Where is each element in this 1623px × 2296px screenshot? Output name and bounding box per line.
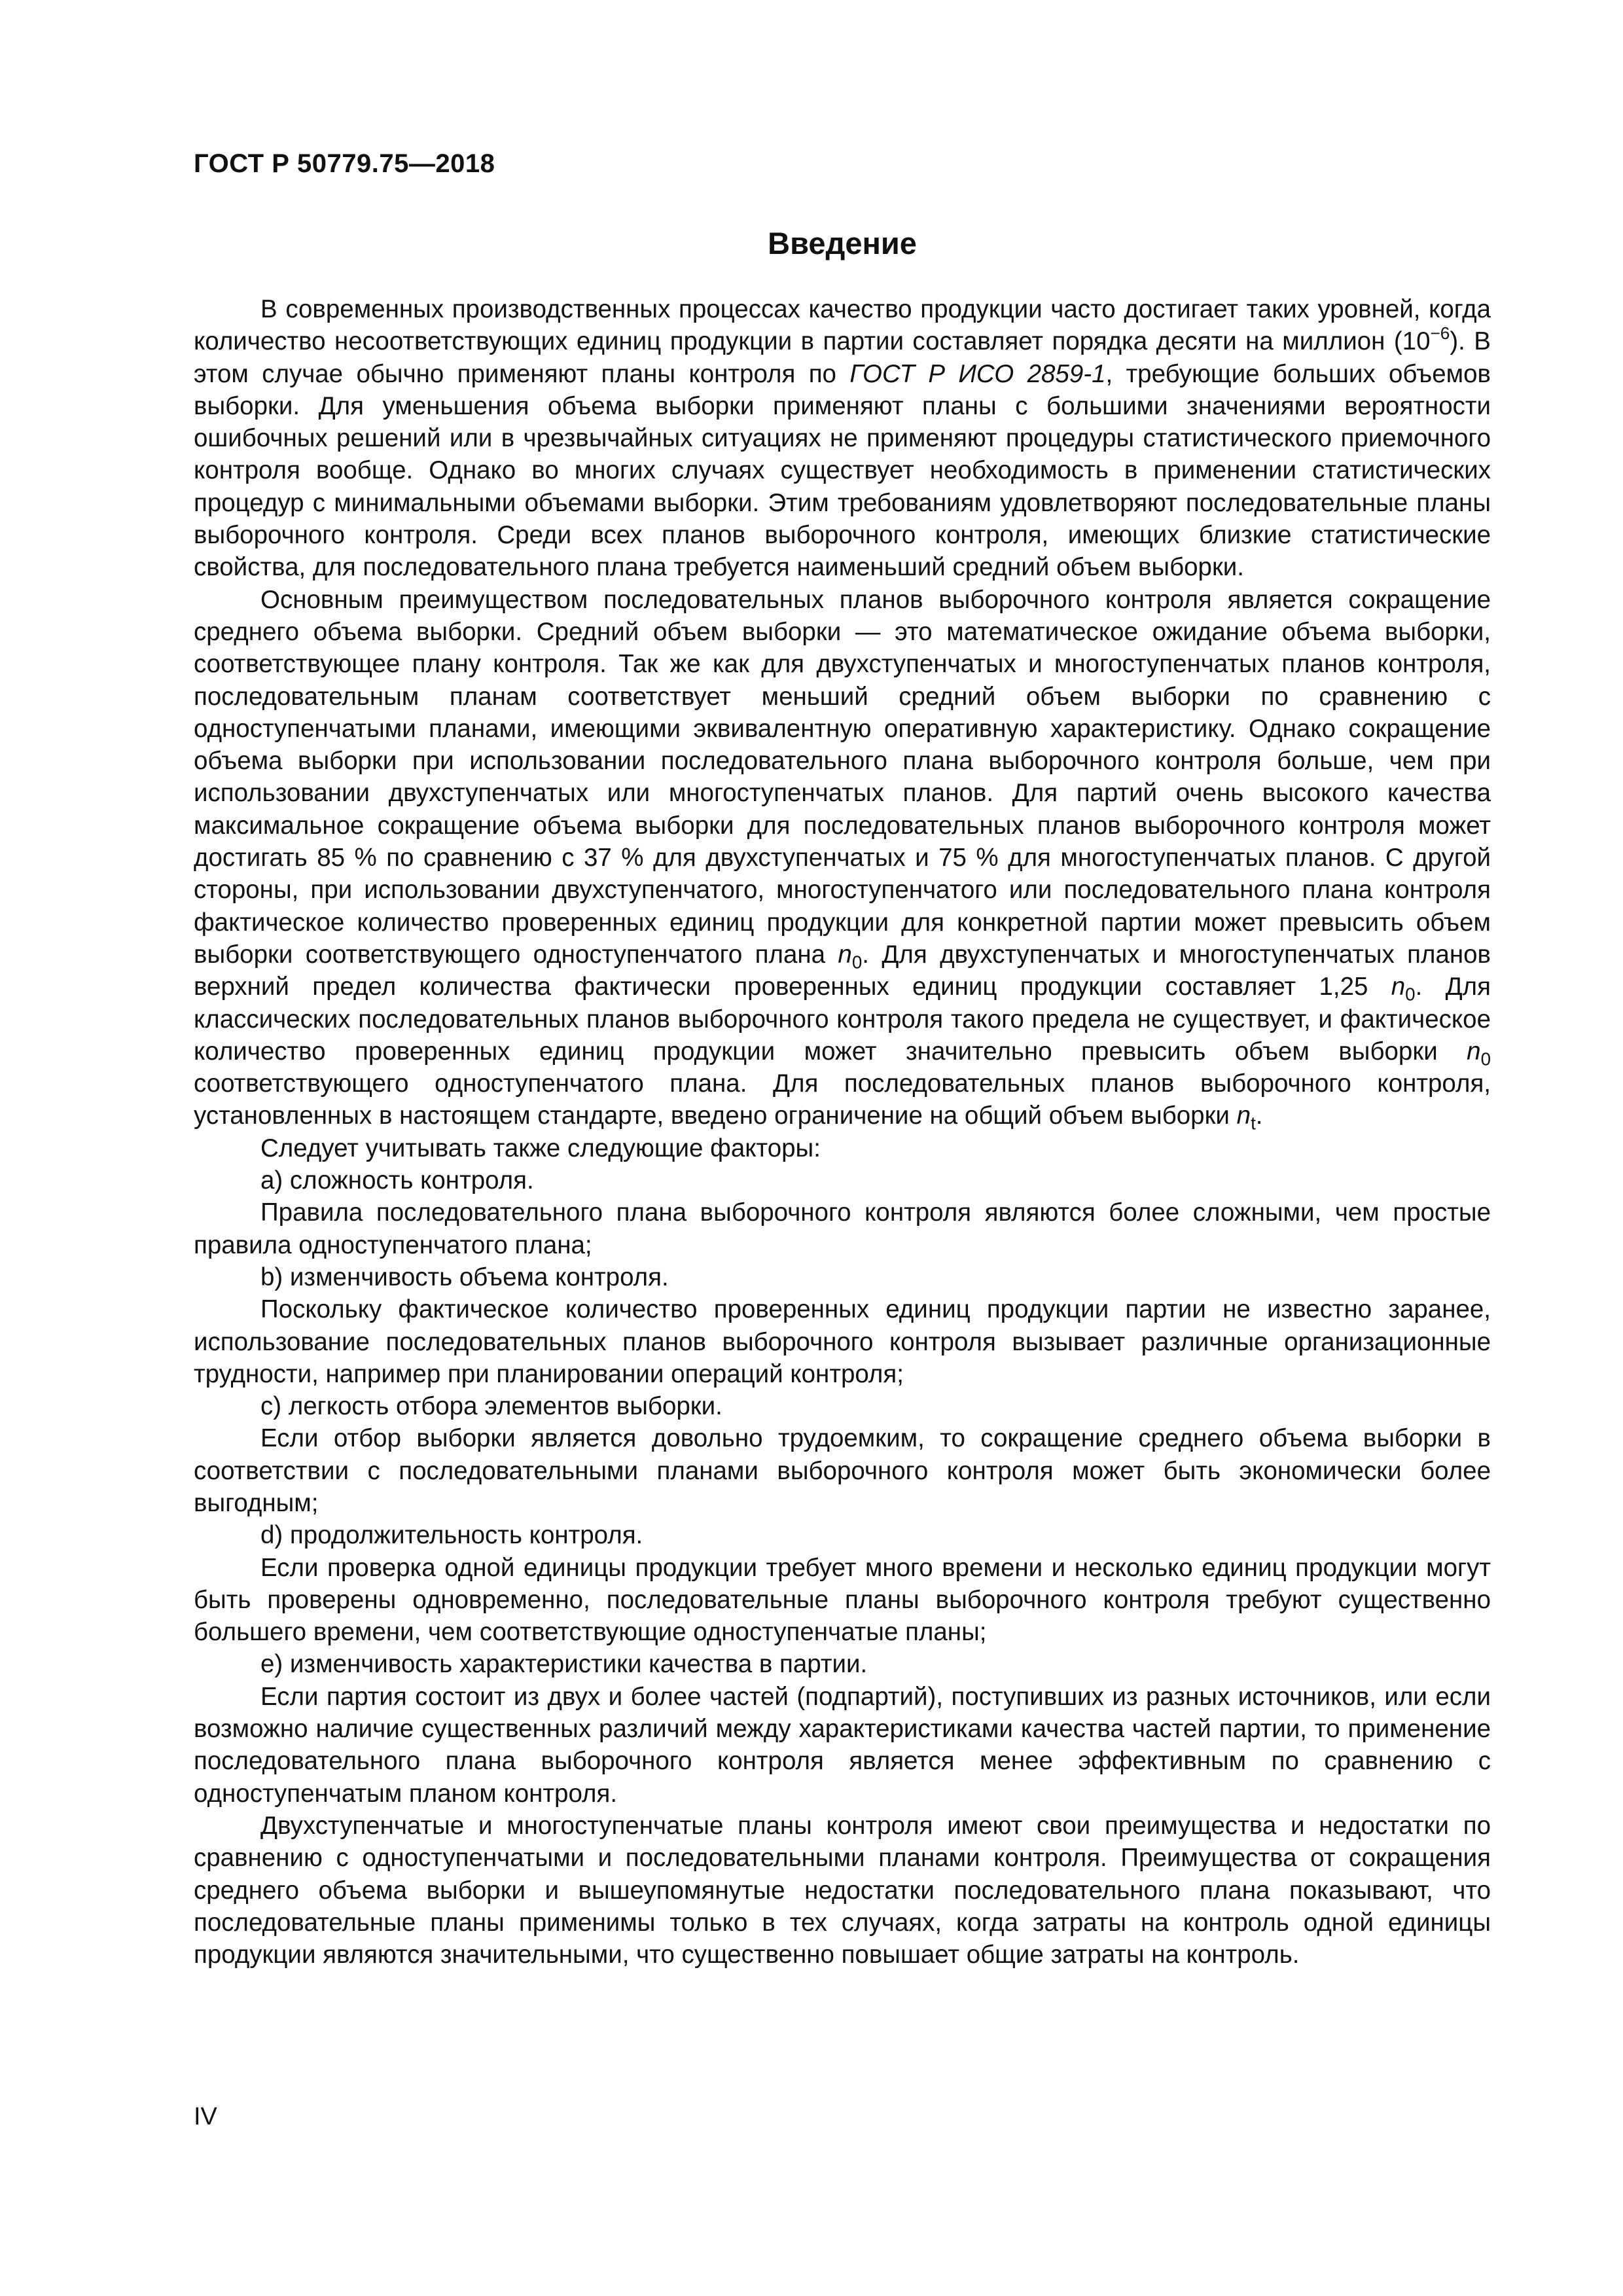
page-number: IV — [194, 2103, 217, 2130]
list-item-c: c) легкость отбора элементов выборки. — [260, 1392, 722, 1421]
list-item-a: a) сложность контроля. — [260, 1166, 534, 1195]
paragraph-b-text: Поскольку фактическое количество проверенных единиц продукции партии не известно заранее, использование последовательных планов выборочного контроля вызывает различные организационные трудности, например при планировании операций контроля; — [194, 1295, 1491, 1388]
document-code: ГОСТ Р 50779.75—2018 — [194, 149, 495, 178]
paragraph-e-text: Если партия состоит из двух и более частей (подпартий), поступивших из разных источников, или если возможно наличие существенных различий между характеристиками качества частей партии, то применение последовательного плана выборочного контроля является менее эффективным по сравнению с одноступенчатым планом контроля. — [194, 1682, 1491, 1808]
paragraph-intro: В современных производственных процессах качество продукции часто достигает таких уровней, когда количество несоответствующих единиц продукции в партии составляет порядка десяти на миллион $(10^{-6})$. В этом случае обычно применяют планы контроля по ГОСТ Р ИСО 2859-1, требующие больших объемов выборки. Для уменьшения объема выборки применяют планы с большими значениями вероятности ошибочных решений или в чрезвычайных ситуациях не применяют процедуры статистического приемочного контроля вообще. Однако во многих случаях существует необходимость в применении статистических процедур с минимальными объемами выборки. Этим требованиям удовлетворяют последовательные планы выборочного контроля. Среди всех планов выборочного контроля, имеющих близкие статистические свойства, для последовательного плана требуется наименьший средний объем выборки. — [194, 295, 1491, 582]
exponent: −6 — [1430, 323, 1450, 344]
paragraph-advantage: Основным преимуществом последовательных планов выборочного контроля является сокращение среднего объема выборки. Средний объем выборки — это математическое ожидание объема выборки, соответствующее плану контроля. Так же как для двухступенчатых и многоступенчатых планов контроля, последовательным планам соответствует меньший средний объем выборки по сравнению с одноступенчатыми планами, имеющими эквивалентную оперативную характеристику. Однако сокращение объема выборки при использовании последовательного плана выборочного контроля больше, чем при использовании двухступенчатых или многоступенчатых планов. Для партий очень высокого качества максимальное сокращение объема выборки для последовательных планов выборочного контроля может достигать 85 % по сравнению с 37 % для двухступенчатых и 75 % для многоступенчатых планов. С другой стороны, при использовании двухступенчатого, многоступенчатого или последовательного плана контроля фактическое количество проверенных единиц продукции для конкретной партии может превысить объем выборки соответствующего одноступенчатого плана $n_0$. Для двухступенчатых и многоступенчатых планов верхний предел количества фактически проверенных единиц продукции составляет 1,25 $n_0$. Для классических последовательных планов выборочного контроля такого предела не существует, и фактическое количество проверенных единиц продукции может значительно превысить объем выборки $n_0$ соответствующего одноступенчатого плана. Для последовательных планов выборочного контроля, установленных в настоящем стандарте, введено ограничение на общий объем выборки $n_t$. — [194, 585, 1491, 1134]
paragraph-c-text: Если отбор выборки является довольно трудоемким, то сокращение среднего объема выборки в соответствии с последовательными планами выборочного контроля может быть экономически более выгодным; — [194, 1424, 1491, 1517]
variable-n: n — [1236, 1102, 1251, 1130]
list-item-e: e) изменчивость характеристики качества в партии. — [260, 1650, 868, 1679]
paragraph-d-text: Если проверка одной единицы продукции требует много времени и несколько единиц продукции могут быть проверены одновременно, последовательные планы выборочного контроля требуют существенно большего времени, чем соответствующие одноступенчатые планы; — [194, 1553, 1491, 1647]
paragraph-conclusion: Двухступенчатые и многоступенчатые планы контроля имеют свои преимущества и недостатки по сравнению с одноступенчатыми и последовательными планами контроля. Преимущества от сокращения среднего объема выборки и вышеупомянутые недостатки последовательного плана показывают, что последовательные планы применимы только в тех случаях, когда затраты на контроль одной единицы продукции являются значительными, что существенно повышает общие затраты на контроль. — [194, 1811, 1491, 1969]
section-title: Введение — [768, 226, 917, 260]
variable-n: n — [1467, 1037, 1481, 1066]
paragraph-factors-lead: Следует учитывать также следующие факторы: — [260, 1134, 821, 1162]
list-item-b: b) изменчивость объема контроля. — [260, 1263, 669, 1291]
body-text — [194, 293, 1491, 1971]
variable-n: n — [838, 940, 852, 969]
list-item-d: d) продолжительность контроля. — [260, 1521, 643, 1550]
standard-reference: ГОСТ Р ИСО 2859-1 — [849, 359, 1106, 388]
paragraph-a-text: Правила последовательного плана выборочного контроля являются более сложными, чем простые правила одноступенчатого плана; — [194, 1198, 1491, 1259]
variable-n: n — [1391, 973, 1406, 1001]
